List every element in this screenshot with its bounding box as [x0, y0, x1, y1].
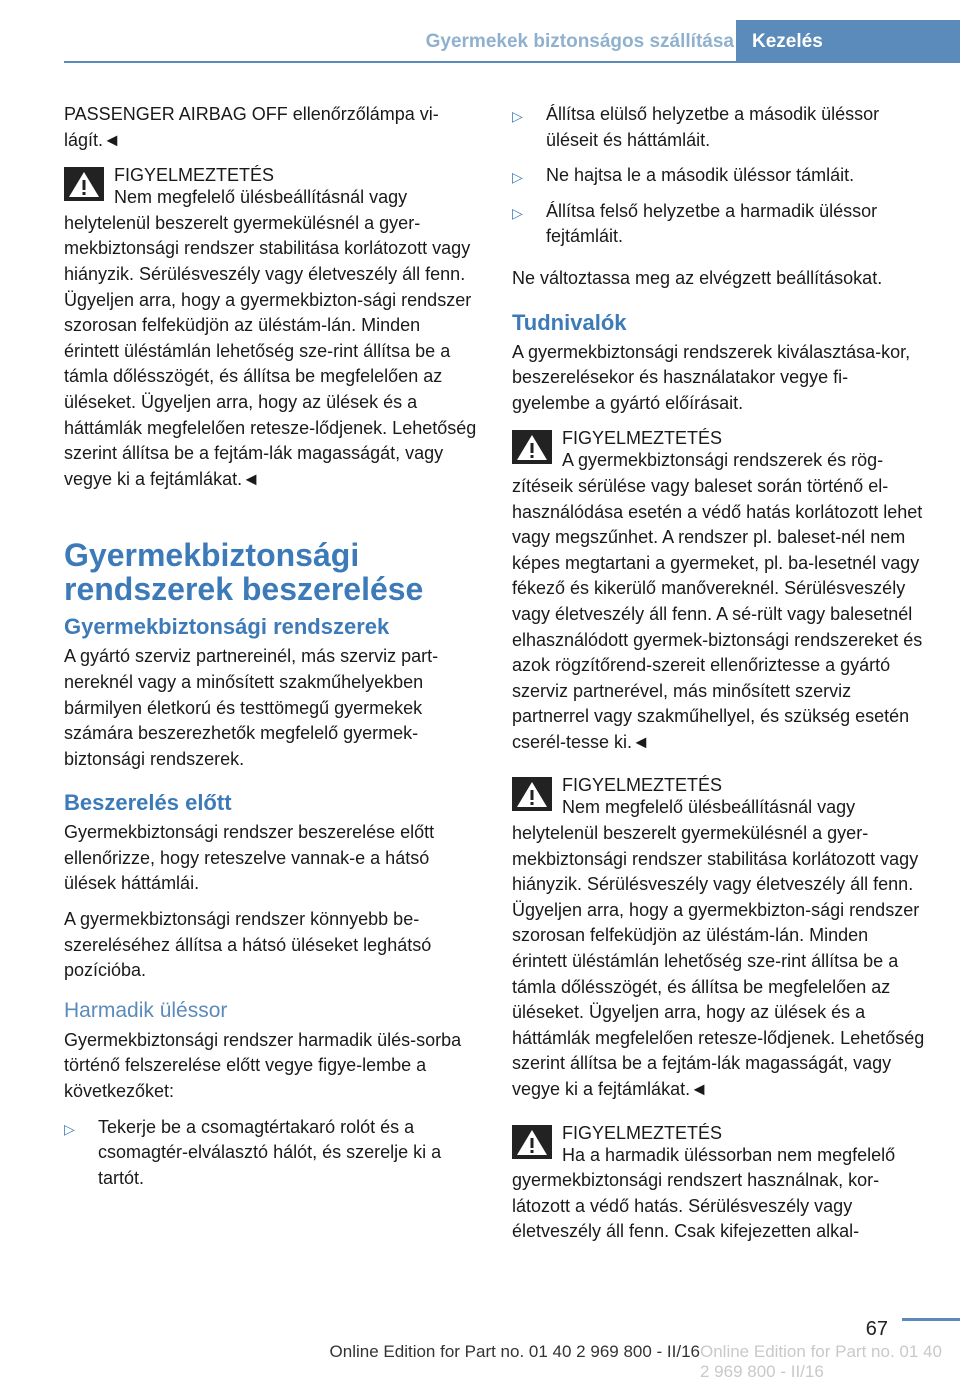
- subheading-before-install: Beszerelés előtt: [64, 790, 232, 816]
- list-item: [512, 163, 926, 199]
- page-footer: [0, 1318, 960, 1381]
- list-item: [64, 1115, 478, 1202]
- left-bullet-list: [64, 1115, 478, 1202]
- warning-body: A gyermekbiztonsági rendszerek és rög-zítéseik sérülése vagy baleset során történő el-használódása esetén a védő hatás korlátozott lehet vagy megszűnhet. A rendszer pl. baleset-nél nem képes megtartani a gyermeket, pl. ba-lesetnél vagy fékező és kikerülő manővereknél. Sérülésveszély vagy életveszély áll fenn. A sé-rült vagy balesetnél elhasználódott gyermek-biztonsági rendszereket és azok rögzítőrend-szereit ellenőriztesse a gyártó szerviz partnerével, más minősített szerviz partnerrel vagy szakműhellyel, és szükség esetén cserél-tesse ki.◄: [512, 450, 923, 752]
- warning-block: [512, 426, 926, 755]
- warning-title: FIGYELMEZTETÉS: [562, 775, 723, 796]
- info-paragraph: A gyermekbiztonsági rendszerek kiválasztása-kor, beszerelésekor és használatakor vegye fi-gyelembe a gyártó előírásait.: [512, 341, 911, 413]
- warning-block: [512, 1121, 926, 1245]
- subheading-child-restraints: Gyermekbiztonsági rendszerek: [64, 614, 390, 640]
- list-item-text: Tekerje be a csomagtértakaró rolót és a csomagtér-elválasztó hálót, és szerelje ki a tartót.: [98, 1116, 442, 1188]
- warning-body: Ha a harmadik üléssorban nem megfelelő gyermekbiztonsági rendszert használnak, kor-látozott a védő hatás. Sérülésveszély vagy életveszély áll fenn. Csak kifejezetten alkal-: [512, 1144, 896, 1242]
- triangle-bullet-icon: ▷: [512, 169, 523, 186]
- header-rule: [64, 61, 960, 63]
- warning-block: [64, 163, 478, 492]
- right-bullet-list: [512, 102, 926, 260]
- warning-triangle-icon: [512, 777, 552, 811]
- page-number: 67: [865, 1318, 888, 1340]
- page-header: [0, 0, 960, 62]
- warning-triangle-icon: [64, 167, 104, 201]
- subheading-third-row: Harmadik üléssor: [64, 998, 228, 1022]
- child-restraints-paragraph: A gyártó szerviz partnereinél, más szerviz part-nereknél vagy a minősített szakműhelyekben bármilyen életkorú és testtömegű gyermekek számára beszerezhetők megfelelő gyermek-biztonsági rendszerek.: [64, 646, 439, 769]
- list-item-text: Ne hajtsa le a második üléssor támláit.: [546, 165, 855, 186]
- list-item: [512, 199, 926, 260]
- triangle-bullet-icon: ▷: [64, 1120, 75, 1137]
- main-heading: Gyermekbiztonsági rendszerek beszerelése: [64, 537, 424, 608]
- intro-paragraph: PASSENGER AIRBAG OFF ellenőrzőlámpa vi-lágít.◄: [64, 104, 439, 150]
- before-install-paragraph-2: A gyermekbiztonsági rendszer könnyebb be-szereléséhez állítsa a hátsó üléseket leghátsó pozícióba.: [64, 909, 432, 981]
- list-item-text: Állítsa felső helyzetbe a harmadik üléssor fejtámláit.: [546, 200, 878, 247]
- before-install-paragraph-1: Gyermekbiztonsági rendszer beszerelése előtt ellenőrizze, hogy reteszelve vannak-e a hátsó ülések háttámlái.: [64, 822, 435, 894]
- warning-title: FIGYELMEZTETÉS: [562, 1122, 723, 1143]
- right-column: [512, 102, 926, 1263]
- watermark: Online Edition for Part no. 01 40 2 969 800 - II/16: [700, 1342, 942, 1381]
- warning-body: Nem megfelelő ülésbeállításnál vagy helytelenül beszerelt gyermekülésnél a gyer-mekbiztonsági rendszer stabilitása korlátozott vagy hiányzik. Sérülésveszély vagy életveszély áll fenn. Ügyeljen arra, hogy a gyermekbizton-sági rendszer szorosan felfeküdjön az üléstám-lán. Minden érintett üléstámlán lehetőség sze-rint állítsa be a támla dőlésszögét, és állítsa be megfelelően az üléseket. Ügyeljen arra, hogy az ülések és a háttámlák megfelelően retesze-lődjenek. Lehetőség szerint állítsa be a fejtám-lák magasságát, vagy vegye ki a fejtámlákat.◄: [512, 797, 925, 1099]
- edition-text: Online Edition for Part no. 01 40 2 969 800 - II/16: [329, 1342, 700, 1361]
- warning-body: Nem megfelelő ülésbeállításnál vagy helytelenül beszerelt gyermekülésnél a gyer-mekbiztonsági rendszer stabilitása korlátozott vagy hiányzik. Sérülésveszély vagy életveszély áll fenn. Ügyeljen arra, hogy a gyermekbizton-sági rendszer szorosan felfeküdjön az üléstám-lán. Minden érintett üléstámlán lehetőség sze-rint állítsa be a támla dőlésszögét, és állítsa be megfelelően az üléseket. Ügyeljen arra, hogy az ülések és a háttámlák megfelelően retesze-lődjenek. Lehetőség szerint állítsa be a fejtám-lák magasságát, vagy vegye ki a fejtámlákat.◄: [64, 187, 477, 489]
- list-item: [512, 102, 926, 163]
- warning-triangle-icon: [512, 1125, 552, 1159]
- left-column: [64, 102, 478, 1207]
- warning-title: FIGYELMEZTETÉS: [562, 428, 723, 449]
- warning-block: [512, 773, 926, 1102]
- footer-accent-bar: [902, 1318, 960, 1321]
- warning-title: FIGYELMEZTETÉS: [114, 165, 275, 186]
- warning-triangle-icon: [512, 430, 552, 464]
- triangle-bullet-icon: ▷: [512, 204, 523, 221]
- list-item-text: Állítsa elülső helyzetbe a második üléssor üléseit és háttámláit.: [546, 104, 880, 150]
- triangle-bullet-icon: ▷: [512, 108, 523, 124]
- section-title: Gyermekek biztonságos szállítása: [425, 31, 734, 52]
- third-row-paragraph: Gyermekbiztonsági rendszer harmadik ülés-sorba történő felszerelése előtt vegye figye-lembe a következőket:: [64, 1029, 462, 1102]
- subheading-info: Tudnivalók: [512, 309, 627, 335]
- settings-note: Ne változtassa meg az elvégzett beállításokat.: [512, 267, 883, 288]
- chapter-tab: Kezelés: [736, 20, 960, 62]
